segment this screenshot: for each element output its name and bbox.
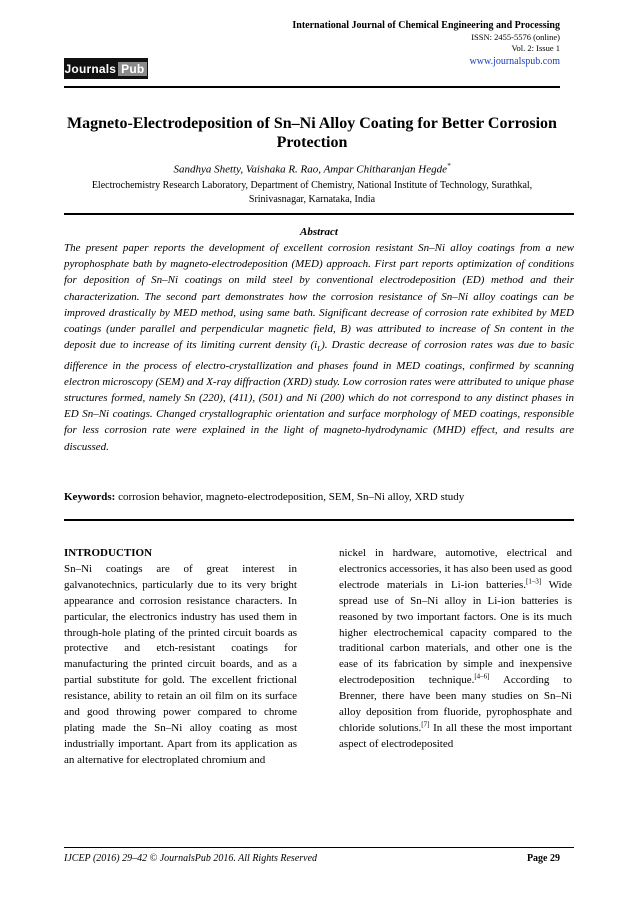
abstract-body [64, 240, 574, 455]
intro-left-column [64, 546, 297, 769]
page-number: Page 29 [526, 853, 560, 864]
affiliation: Electrochemistry Research Laboratory, Department of Chemistry, National Institute of Technology, Surathkal, Srinivasnagar, Karnataka, India [91, 180, 533, 205]
journal-name: International Journal of Chemical Engineering and Processing [292, 20, 560, 31]
keywords-divider [64, 519, 574, 521]
volume-issue: Vol. 2: Issue 1 [511, 43, 560, 53]
intro-right-text-2: Wide spread use of Sn–Ni alloy in Li-ion batteries is reasoned by two important factors. One is its much higher electrochemical capacity compared to the traditional carbon materials, and other one is the ease of its fabrication by simple and inexpensive electrodeposition technique. [339, 578, 572, 687]
intro-right-column [339, 546, 572, 753]
journal-url-link[interactable]: www.journalspub.com [469, 56, 560, 67]
footer-citation: IJCEP (2016) 29–42 © JournalsPub 2016. All Rights Reserved [64, 853, 318, 864]
issn: ISSN: 2455-5576 (online) [471, 32, 560, 42]
paper-title: Magneto-Electrodeposition of Sn–Ni Alloy Coating for Better Corrosion Protection [67, 115, 557, 151]
corresponding-author-mark: * [447, 162, 451, 170]
intro-right-text-3: According to Brenner, there have been many studies on Sn–Ni alloy deposition from fluoride, pyrophosphate and chloride solutions. [339, 674, 572, 734]
reference-4-6: [4–6] [474, 672, 490, 681]
intro-heading: INTRODUCTION [64, 547, 153, 559]
journalspub-logo [64, 58, 148, 79]
intro-right-text-1: nickel in hardware, automotive, electrical and electronics accessories, it has also been used as good electrode materials in Li-ion batteries. [339, 547, 572, 591]
logo-main-text: Journals [64, 61, 117, 76]
reference-1-3: [1–3] [526, 577, 542, 586]
keywords-label: Keywords: [64, 491, 116, 503]
abstract-heading: Abstract [300, 226, 338, 238]
header-divider [64, 86, 560, 88]
journal-header [292, 19, 560, 69]
abstract-subscript: L [317, 345, 322, 354]
abstract-top-divider [64, 213, 574, 215]
footer-divider [64, 847, 574, 848]
authors [64, 162, 560, 176]
abstract-text-part1: The present paper reports the development of excellent corrosion resistant Sn–Ni alloy coatings from a new pyrophosphate bath by magneto-electrodeposition (MED) approach. First part reports optimization of conditions for deposition of Sn–Ni coatings on mild steel by conventional electrodeposition (ED) method and their characterization. The second part demonstrates how the corrosion resistance of Sn–Ni alloy coatings can be improved drastically by MED method, using same bath. Significant decrease of corrosion rate exhibited by MED coatings (under parallel and perpendicular magnetic field, B) was attributed to increase of Sn content in the deposit due to increase of its limiting current density (i [64, 242, 574, 352]
reference-7: [7] [421, 720, 430, 729]
intro-left-text: Sn–Ni coatings are of great interest in galvanotechnics, particularly due to its very bright appearance and corrosion resistance characters. In particular, the electronics industry has used them in through-hole plating of the printed circuit boards as protective and etch-resistant coatings for manufacturing the printed circuit boards, and as a partial substitute for gold. The excellent frictional resistance, ability to retain an oil film on its surface and good throwing power compared to chrome plating made the Sn–Ni alloy coating as most industrially important. Apart from its application as an alternative for electroplated chromium and [64, 562, 297, 766]
keywords-text: corrosion behavior, magneto-electrodeposition, SEM, Sn–Ni alloy, XRD study [118, 491, 465, 503]
intro-right-text-4: In all these the most important aspect of electrodeposited [339, 721, 572, 750]
author-names: Sandhya Shetty, Vaishaka R. Rao, Ampar Chitharanjan Hegde [173, 163, 448, 176]
abstract-text-part2: ). Drastic decrease of corrosion rates was due to basic difference in the process of electro-crystallization and phases found in MED coatings, confirmed by scanning electron microscopy (SEM) and X-ray diffraction (XRD) study. Low corrosion rates were attributed to unique phase structures formed, namely Sn (220), (411), (501) and Ni (200) which do not correspond to any distinct phases in ED Sn–Ni coatings. Changed crystallographic orientation and surface morphology of MED coatings, responsible for less corrosion rate were explained in the light of magneto-hydrodynamic (MHD) effect, and results are discussed. [64, 339, 574, 453]
logo-pub-text: Pub [118, 62, 147, 76]
keywords [64, 490, 574, 505]
